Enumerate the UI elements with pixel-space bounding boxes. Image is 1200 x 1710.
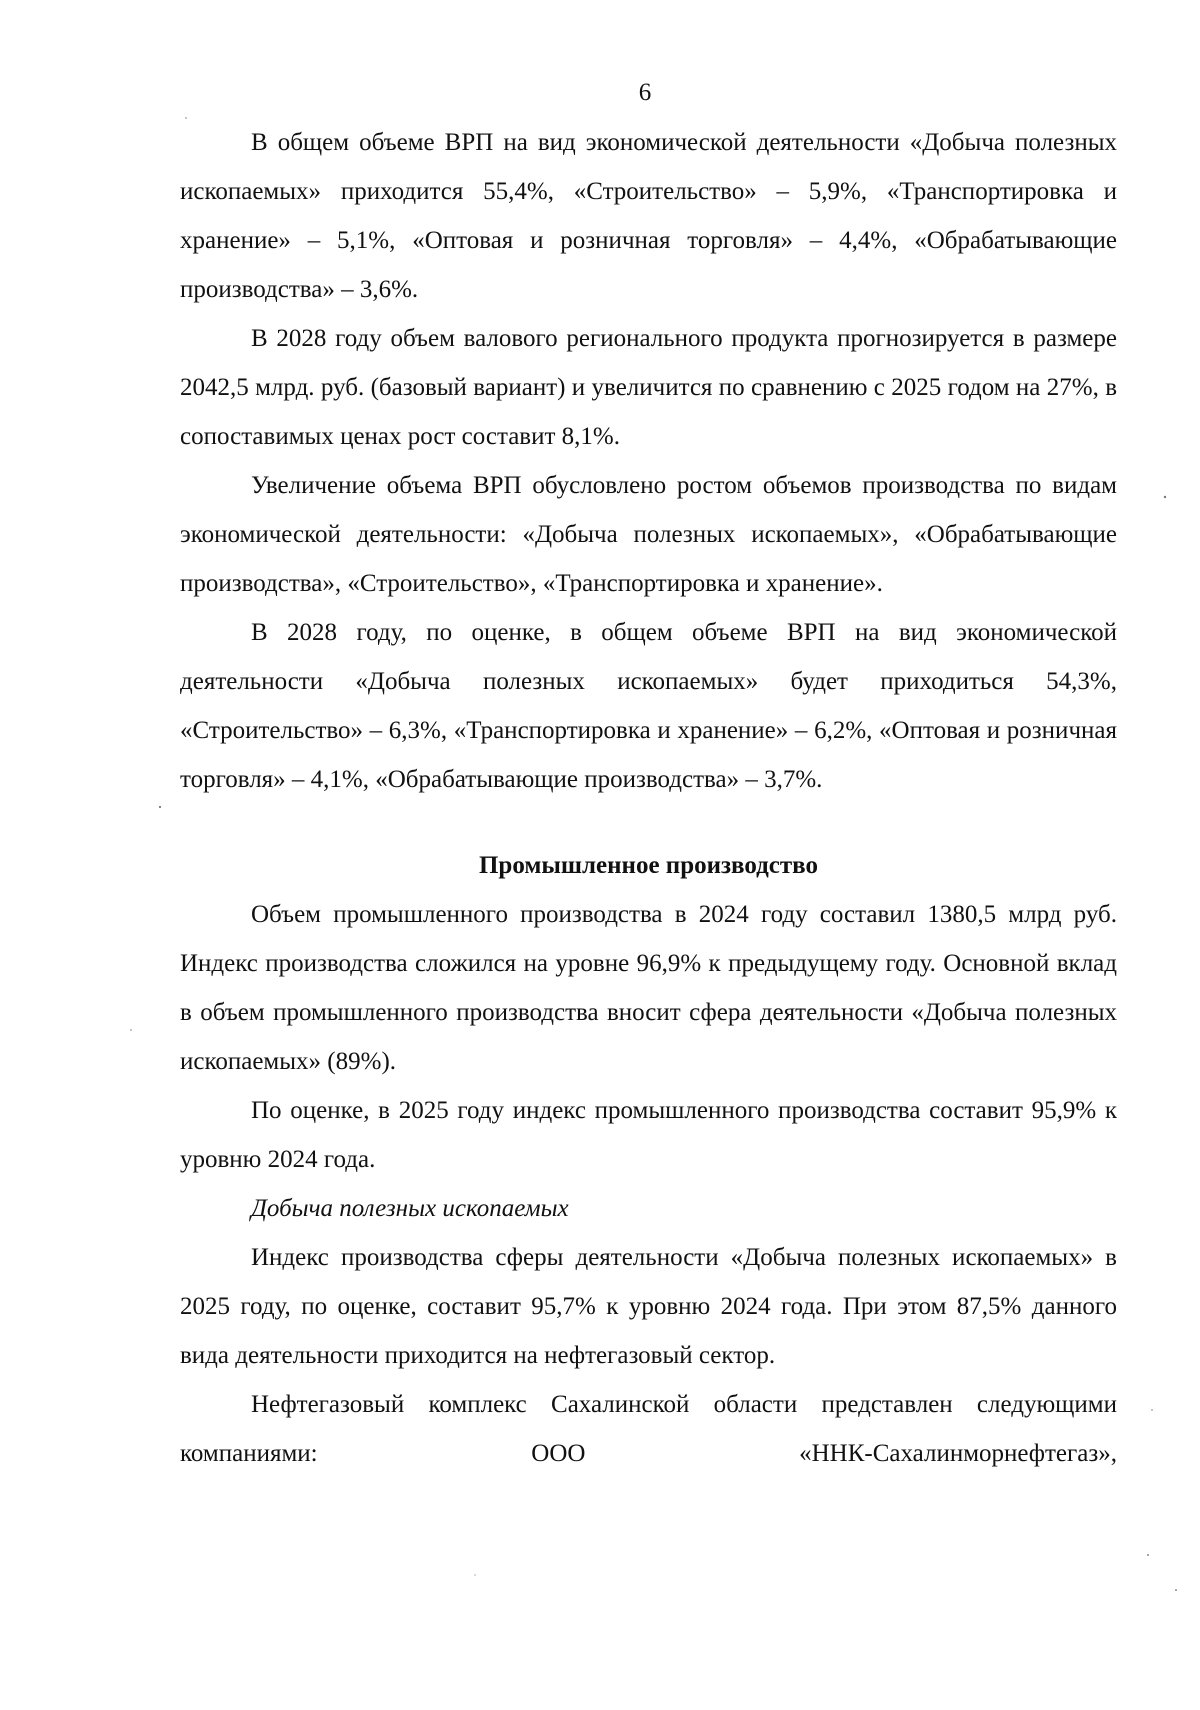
paragraph-vrp-structure-2025: В общем объеме ВРП на вид экономической деятельности «Добыча полезных ископаемых» приходится 55,4%, «Строительство» – 5,9%, «Транспортировка и хранение» – 5,1%, «Оптовая и розничная торговля» – 4,4%, «Обрабатывающие производства» – 3,6%. (180, 129, 1117, 303)
page-number: 6 (638, 79, 652, 106)
paragraph-mining-index-2025: Индекс производства сферы деятельности «Добыча полезных ископаемых» в 2025 году, по оценке, составит 95,7% к уровню 2024 года. При этом 87,5% данного вида деятельности приходится на нефтегазовый сектор. (180, 1244, 1117, 1369)
paragraph-vrp-growth-drivers: Увеличение объема ВРП обусловлено ростом объемов производства по видам экономической деятельности: «Добыча полезных ископаемых», «Обрабатывающие производства», «Строительство», «Транспортировка и хранение». (180, 472, 1117, 597)
paragraph-vrp-structure-2028: В 2028 году, по оценке, в общем объеме ВРП на вид экономической деятельности «Добыча полезных ископаемых» будет приходиться 54,3%, «Строительство» – 6,3%, «Транспортировка и хранение» – 6,2%, «Оптовая и розничная торговля» – 4,1%, «Обрабатывающие производства» – 3,7%. (180, 619, 1117, 793)
paragraph-oil-gas-complex: Нефтегазовый комплекс Сахалинской области представлен следующими компаниями: ООО «ННК-Сахалинморнефтегаз», (180, 1391, 1117, 1467)
section-heading: Промышленное производство (478, 852, 819, 879)
paragraph-industrial-volume-2024: Объем промышленного производства в 2024 году составил 1380,5 млрд руб. Индекс производства сложился на уровне 96,9% к предыдущему году. Основной вклад в объем промышленного производства вносит сфера деятельности «Добыча полезных ископаемых» (89%). (180, 901, 1117, 1075)
paragraph-vrp-forecast-2028: В 2028 году объем валового регионального продукта прогнозируется в размере 2042,5 млрд. руб. (базовый вариант) и увеличится по сравнению с 2025 годом на 27%, в сопоставимых ценах рост составит 8,1%. (180, 325, 1117, 450)
paragraph-industrial-index-2025: По оценке, в 2025 году индекс промышленного производства составит 95,9% к уровню 2024 года. (180, 1097, 1117, 1173)
page-content (180, 118, 1117, 1478)
subsection-heading: Добыча полезных ископаемых (251, 1195, 569, 1222)
